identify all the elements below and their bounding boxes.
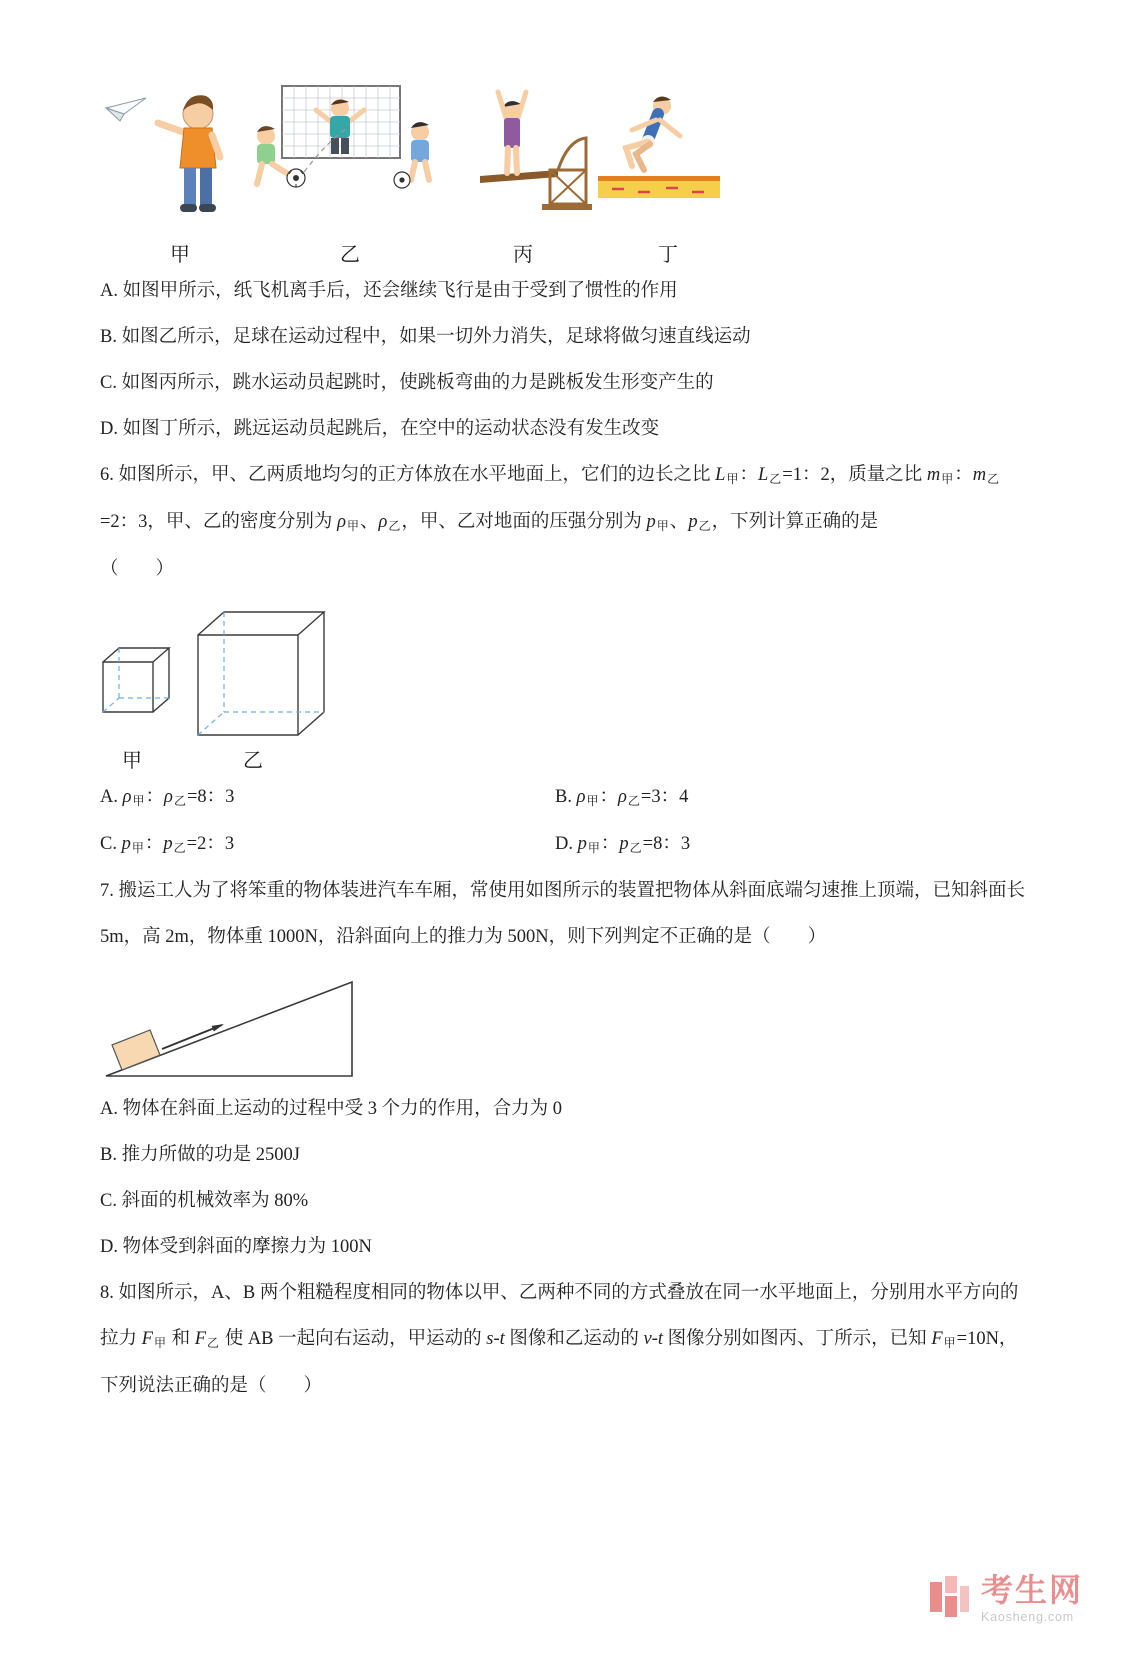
q6-figure-cubes [100,602,340,744]
cube-jia-hidden-edges [103,648,169,712]
paper-airplane-boy-illustration [106,95,220,212]
q6-option-b: B. $\rho_甲$：$\rho_乙=3$：4 [555,787,689,808]
q6-option-c: C. $p_甲$：$p_乙=2$：3 [100,834,235,855]
q7-option-c: C. 斜面的机械效率为 80% [100,1191,309,1211]
figure-label-jia: 甲 [170,244,190,266]
q7-option-b: B. 推力所做的功是 2500J [100,1145,300,1165]
cube-label-yi: 乙 [243,750,263,772]
watermark-subtitle: Kaosheng.com [981,1609,1074,1624]
watermark-title: 考生网 [981,1572,1084,1608]
figure-label-bing: 丙 [513,244,533,266]
soccer-goal-scene-illustration [257,86,429,188]
q7-stem: 7. 搬运工人为了将笨重的物体装进汽车车厢，常使用如图所示的装置把物体从斜面底端匀速推上顶端，已知斜面长 5m，高 2m，物体重 1000N，沿斜面向上的推力为 500N，则下列判定不正确的是（ ） [100,881,1026,947]
q5-figure-labels [100,238,1033,268]
second-player [411,140,429,162]
q6-option-a: A. $\rho_甲$：$\rho_乙=8$：3 [100,787,235,808]
kaosheng-logo-icon [928,1574,972,1618]
q6-option-d: D. $p_甲$：$p_乙=8$：3 [555,834,691,855]
q7-figure-inclined-plane [100,968,365,1082]
q6-cube-labels [100,744,1033,774]
q5-option-d: D. 如图丁所示，跳远运动员起跳后，在空中的运动状态没有发生改变 [100,419,660,439]
q7-option-d: D. 物体受到斜面的摩擦力为 100N [100,1237,372,1257]
cube-label-jia: 甲 [122,750,142,772]
kaosheng-watermark [928,1574,1083,1624]
q5-option-c: C. 如图丙所示，跳水运动员起跳时，使跳板弯曲的力是跳板发生形变产生的 [100,373,714,393]
q5-option-a: A. 如图甲所示，纸飞机离手后，还会继续飞行是由于受到了惯性的作用 [100,281,678,301]
q7-option-a: A. 物体在斜面上运动的过程中受 3 个力的作用，合力为 0 [100,1099,562,1119]
cube-yi [198,612,324,735]
incline-box [112,1030,160,1070]
q8-stem: 8. 如图所示，A、B 两个粗糙程度相同的物体以甲、乙两种不同的方式叠放在同一水平地面上，分别用水平方向的拉力 $F_甲$ 和 $F_乙$ 使 AB 一起向右运动，甲运动的 s-t 图像和乙运动的 v-t 图像分别如图丙、丁所示，已知 $F_甲=10N$，下列说法正确的是（ ） [100,1283,1019,1396]
q6-answer-blank: （ ） [100,559,175,579]
board-railing [558,138,586,170]
diver [504,118,520,148]
kicking-player [257,144,275,164]
long-jumper-illustration [598,96,720,198]
figure-label-ding: 丁 [658,244,678,266]
goalkeeper [330,116,350,138]
diver-on-springboard-illustration [480,92,592,210]
q5-figure-illustrations [100,80,720,238]
q6-stem: 6. 如图所示，甲、乙两质地均匀的正方体放在水平地面上，它们的边长之比 $L_甲$：$L_乙=1$：2，质量之比 $m_甲$：$m_乙=2$：3，甲、乙的密度分别为 $\rho_甲$、$\rho_乙$，甲、乙对地面的压强分别为 $p_甲$、$p_乙$，下列计算正确的是 [100,465,1000,533]
q5-option-b: B. 如图乙所示，足球在运动过程中，如果一切外力消失，足球将做匀速直线运动 [100,327,751,347]
figure-label-yi: 乙 [340,244,360,266]
exam-page [0,80,1131,1409]
cube-yi-hidden-edges [198,612,324,735]
q6-options [100,774,1033,868]
cube-jia [103,648,169,712]
